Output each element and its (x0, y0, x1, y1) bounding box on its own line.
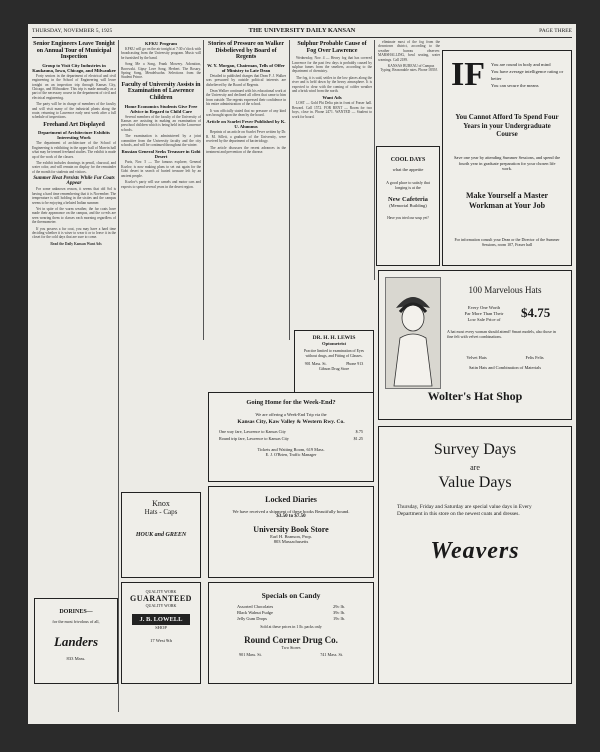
if-line-2: You have average intelligence rating or better (491, 69, 564, 81)
page-header (32, 27, 572, 38)
cafeteria-text: A good place to satisfy that longing is at the (386, 180, 430, 190)
column-rule (118, 40, 119, 712)
weavers-logo: Weavers (430, 538, 520, 564)
cafeteria-location: (Memorial Building) (389, 203, 427, 208)
dorines-sub: for the most frivolous of all, (52, 619, 100, 624)
russian-headline: Russian General Seeks Treasure in Gobi Desert (121, 149, 201, 160)
survey-body: Thursday, Friday and Saturday are special value days in Every Department in this store on the newest coats and dresses. (397, 504, 532, 517)
column-2: KFKU Program KFKU will go on the air tonight at 7:30 o'clock with broadcasting from the University program. Music will be furnished by the band. Song Me a Song, Frank Mowery. Adoration, Borowski. Gipsy Love Song, Herbert. The Rosary. Spring Song, Mendelssohn. Selections from the Student Prince. Faculty of University Assists in Examination of Lawrence Children Home Economics Students Give Free Advice in Regard to Child Care Several members of the faculty of the University of Kansas are assisting in making an examination of preschool children which is being held in the Lawrence schools. The examination is administered by a joint committee from the University faculty and the city schools, and will be continued throughout the winter. Russian General Seeks Treasure in Gobi Desert Paris, Nov. 5 — The famous explorer, General Kozlov, is now making plans to set out again for the Gobi desert in search of buried treasure left by an ancient people. Kozlov's party will use camels and motor cars and expects to spend several years in the desert region. (121, 41, 201, 189)
faculty-subhead: Home Economics Students Give Free Advice in Regard to Child Care (124, 103, 198, 114)
drug-store-sub: Two Stores (281, 645, 301, 650)
newspaper-page (28, 24, 576, 724)
diaries-price: $3.50 to $7.50 (276, 514, 306, 519)
railway-headline: Going Home for the Week-End? (246, 399, 336, 406)
header-date: THURSDAY, NOVEMBER 5, 1925 (32, 28, 113, 34)
railway-ad (208, 392, 374, 482)
knox-hats-ad (121, 492, 201, 578)
candy-ad (208, 582, 374, 684)
engineers-headline: Senior Engineers Leave Tonight on Annual Tour of Municipal Inspection (33, 41, 115, 61)
fare-round-trip: Round trip fare, Lawrence to Kansas City (219, 436, 289, 441)
hats-body: A hat most every woman should attend! Smart models, also those in fine felt with velvet combinations. (447, 329, 556, 339)
hats-headline: 100 Marvelous Hats (468, 285, 542, 295)
hat-shop-name: Wolter's Hat Shop (427, 389, 523, 403)
doctor-address: 901 Mass. St. (304, 361, 327, 367)
want-ads-body: LOST — Gold Phi Delta pin in front of Fraser hall. Reward. Call 1572. FOR RENT — Room for two boys, close in. Phone 2471. WANTED — Student to work for board. (292, 101, 372, 119)
bookstore-owner: Earl H. Branson, Prop. (270, 534, 312, 539)
column-4: Sulphur Probable Cause of Fog Over Lawrence Wednesday, Nov. 4 — Heavy fog that has covered Lawrence for the past few days is probably caused by sulphur fumes from the smelters, according to the department of chemistry. The fog, it is said, settles in the low places along the river and is held down by the heavy atmosphere. It is expected to clear with the coming of colder weather and a brisk wind from the north. Want Ads LOST — Gold Phi Delta pin in front of Fraser hall. Reward. Call 1572. FOR RENT — Room for two boys, close in. Phone 2471. WANTED — Student to work for board. (292, 41, 372, 119)
doctor-body: Practice limited to examination of Eyes without drugs, and Fitting of Glasses. (304, 349, 364, 358)
cafeteria-tagline: what the appetite (392, 167, 424, 172)
header-page-number: PAGE THREE (539, 28, 572, 34)
heat-headline: Summer Heat Persists While Fur Coats Appear (33, 176, 115, 187)
candy-row: Assorted Chocolates 29c lb. (237, 604, 345, 609)
if-headline-2: Make Yourself a Master Workman at Your Job (465, 191, 549, 210)
hats-line-2: Far More Than Their (464, 311, 504, 316)
hats-felts: Felts Felts (525, 355, 544, 360)
cafeteria-ad (376, 146, 440, 266)
column-rule (203, 40, 204, 340)
sulphur-headline: Sulphur Probable Cause of Fog Over Lawrence (297, 41, 367, 54)
column-1: Senior Engineers Leave Tonight on Annual Tour of Municipal Inspection Group to Visit City Industries in Kaukauna, Iowa, Chicago, and Milwaukee Forty seniors in the department of electrical and civil engineering in the School of Engineering will leave tonight on an inspection trip through Kansas City, Chicago, and Milwaukee. This trip is made annually as a part of the necessary course in the department of civil and electrical engineering. The party will be in charge of members of the faculty and will visit many of the industrial plants along the route, returning to Lawrence early next week after a full schedule of inspections. Freehand Art Displayed Department of Architecture Exhibits Interesting Work The department of architecture of the School of Engineering is exhibiting in the upper hall of Marvin hall what may be termed freehand studies. The exhibit is made up of the work of the classes. The exhibit includes drawings in pencil, charcoal, and water color, and will remain on display for the remainder of the month for students and visitors. Summer Heat Persists While Fur Coats Appear For some unknown reason, it seems that old Sol is having a hard time remembering that it is November. The temperature is still holding in the sixties and the campus seems to be enjoying a belated Indian summer. Yet in spite of the warm weather, the fur coats have made their appearance on the campus, and the co-eds are seen wearing them to classes each morning regardless of the thermometer. If you possess a fur coat, you may have a hard time deciding whether it is wiser to wear it or to leave it in the closet for the cold days that are sure to come. Read the Daily Kansan Want Ads (32, 41, 116, 246)
weavers-ad (378, 426, 572, 684)
doctor-name: DR. H. H. LEWIS (312, 335, 356, 341)
lowell-bottom: QUALITY WORK (145, 603, 177, 608)
column-3: Stories of Pressure on Walker Disbelieved by Board of Regents W. Y. Morgan, Chairman, Tells of Offer of Ministry to Late Dean Detailed to published charges that Dean F. J. Walker was pressured by outside political interests are disbelieved by the Board of Regents. Dean Walker continued with his educational work at the University and declined all offers that came to him from outside. The regents expressed their confidence in his entire administration of the school. It was officially stated that no pressure of any kind was brought upon the dean by the board. Article on Scarlet Fever Published by K. U. Alumnus Reprints of an article on Scarlet Fever written by Dr. R. M. Sillett, a graduate of the University, were received by the department of bacteriology. The article discusses the recent advances in the treatment and prevention of the disease. (206, 41, 286, 155)
knox-name: Knox (152, 499, 170, 508)
drug-store-name: Round Corner Drug Co. (244, 635, 338, 645)
candy-headline: Specials on Candy (261, 591, 321, 600)
lowell-address: 17 West 9th (150, 638, 172, 643)
hats-line-1: Every One Worth (467, 305, 501, 310)
diaries-headline: Locked Diaries (265, 495, 317, 504)
if-big-word: IF (451, 56, 485, 93)
col5-body: eliminate most of the fog from the downtown district, according to the weather bureau observer. MARSHALLING, bowl seating, water warnings. Call 2189. (378, 40, 440, 62)
knox-products: Hats - Caps (144, 508, 178, 516)
dorines-headline: DORINES— (59, 609, 93, 615)
kfku-body: KFKU will go on the air tonight at 7:30 o'clock with broadcasting from the University program. Music will be furnished by the band. (121, 47, 201, 60)
engineers-subhead: Group to Visit City Industries in Kaukauna, Iowa, Chicago, and Milwaukee (32, 62, 116, 73)
if-footer: For information consult your Dean or the Director of the Summer Sessions, room 107, Fraser hall (454, 237, 560, 247)
bookstore-address: 803 Massachusetts (273, 539, 309, 544)
kfku-headline: KFKU Program (145, 41, 177, 46)
lowell-top: QUALITY WORK (145, 589, 177, 594)
survey-are: are (470, 463, 480, 472)
railway-body: We are offering a Week-End Trip via the (255, 412, 327, 417)
fare-round-trip-price: $1.25 (353, 436, 363, 441)
candy-note: Sold at these prices in 1 lb. packs only (260, 624, 322, 629)
bookstore-name: University Book Store (253, 525, 329, 534)
summer-session-ad (442, 50, 572, 266)
sulphur-body: Wednesday, Nov. 4 — Heavy fog that has covered Lawrence for the past few days is probably caused by sulphur fumes from the smelters, according to the department of chemistry. (292, 56, 372, 74)
scarlet-headline: Article on Scarlet Fever Published by K. U. Alumnus (206, 119, 286, 130)
survey-headline: Survey Days (433, 441, 517, 458)
fare-one-way-price: $.75 (355, 429, 363, 434)
want-ads-plug: Read the Daily Kansan Want Ads (50, 241, 102, 246)
if-line-3: You can secure the means (491, 83, 539, 88)
doctor-title: Optometrist (322, 341, 346, 346)
cafeteria-question: Have you tried our soup yet? (387, 216, 429, 220)
hats-velvet: Velvet Hats (466, 355, 487, 360)
houk-green-logo: HOUK and GREEN (135, 532, 187, 538)
candy-row: Black Walnut Fudge 39c lb. (237, 610, 345, 615)
faculty-headline: Faculty of University Assists in Examination of Lawrence Children (121, 81, 201, 102)
optometrist-ad (294, 330, 374, 398)
hats-line-3: Low Sale Price of (467, 317, 501, 322)
column-rule (374, 40, 375, 280)
hats-satin: Satin Hats and Combination of Materials (468, 365, 542, 370)
diaries-ad (208, 486, 374, 578)
art-headline: Freehand Art Displayed (43, 121, 105, 128)
drug-store-address-2: 741 Mass. St. (320, 652, 343, 657)
landers-address: 833 Mass. (66, 656, 86, 661)
lowell-name: J. B. LOWELL (132, 614, 190, 625)
faculty-body: Several members of the faculty of the University of Kansas are assisting in making an examination of preschool children which is being held in the Lawrence schools. (121, 114, 201, 132)
hat-lady-icon (386, 278, 440, 388)
diaries-body: We have received a shipment of these books Beautifully bound. (232, 509, 350, 514)
lowell-shop-word: SHOP (155, 625, 167, 630)
cafeteria-headline: COOL DAYS (390, 157, 426, 163)
doctor-location: Gibson Drug Store (318, 366, 350, 372)
column-5 (378, 40, 440, 140)
lowell-shop-ad (121, 582, 201, 684)
art-body: The department of architecture of the School of Engineering is exhibiting in the upper hall of Marvin hall what may be termed freehand studies. The exhibit is made up of the work of the classes. (32, 141, 116, 159)
railway-footer: Tickets and Waiting Room, 619 Mass. (257, 447, 325, 452)
col5-notice: KANSAS BUREAU of Campus Typing. Reasonable rates. Phone 1839J. (380, 64, 438, 73)
art-subhead: Department of Architecture Exhibits Interesting Work (38, 130, 110, 141)
landers-ad (34, 598, 118, 684)
railway-name: Kansas City, Kaw Valley & Western Rwy. Co. (237, 419, 345, 425)
drug-store-address-1: 901 Mass. St. (239, 652, 262, 657)
doctor-phone: Phone 913 (346, 361, 364, 367)
candy-row: Jelly Gum Drops 19c lb. (237, 616, 345, 621)
if-line-1: You are round in body and mind (491, 62, 551, 67)
regents-subhead: W. Y. Morgan, Chairman, Tells of Offer of Ministry to Late Dean (207, 62, 285, 73)
if-headline: You Cannot Afford To Spend Four Years in your Undergraduate Course (455, 113, 559, 138)
regents-headline: Stories of Pressure on Walker Disbelieved by Board of Regents (208, 41, 284, 61)
want-ads-headline: Want Ads (322, 95, 342, 101)
hat-shop-ad (378, 270, 572, 420)
value-headline: Value Days (438, 474, 512, 491)
railway-agent: E. J. O'Brien, Traffic Manager (265, 452, 317, 457)
fare-one-way: One way fare, Lawrence to Kansas City (219, 429, 286, 434)
column-rule (289, 40, 290, 340)
lowell-guaranteed: GUARANTEED (130, 594, 192, 603)
scarlet-body: Reprints of an article on Scarlet Fever written by Dr. R. M. Sillett, a graduate of the University, were received by the department of bacteriology. (206, 130, 286, 144)
russian-body: Paris, Nov. 5 — The famous explorer, General Kozlov, is now making plans to set out again for the Gobi desert in search of buried treasure left by an ancient people. (121, 160, 201, 178)
header-masthead: THE UNIVERSITY DAILY KANSAN (248, 27, 356, 34)
if-body: Save one year by attending Summer Sessions, and spend the fourth year in graduate preparation for your chosen life work. (453, 155, 561, 171)
engineers-body: Forty seniors in the department of electrical and civil engineering in the School of Engineering will leave tonight on an inspection trip through Kansas City, Chicago, and Milwaukee. This trip is made annually as a part of the necessary course in the department of civil and electrical engineering. (32, 73, 116, 100)
cafeteria-name: New Cafeteria (388, 196, 428, 203)
regents-body: Detailed to published charges that Dean F. J. Walker was pressured by outside political interests are disbelieved by the Board of Regents. (206, 73, 286, 87)
landers-logo: Landers (53, 634, 99, 649)
hats-price: $4.75 (521, 305, 551, 320)
woman-in-hat-illustration (385, 277, 441, 389)
heat-body: For some unknown reason, it seems that old Sol is having a hard time remembering that it is November. The temperature is still holding in the sixties and the campus seems to be enjoying a belated Indian summer. (32, 187, 116, 205)
